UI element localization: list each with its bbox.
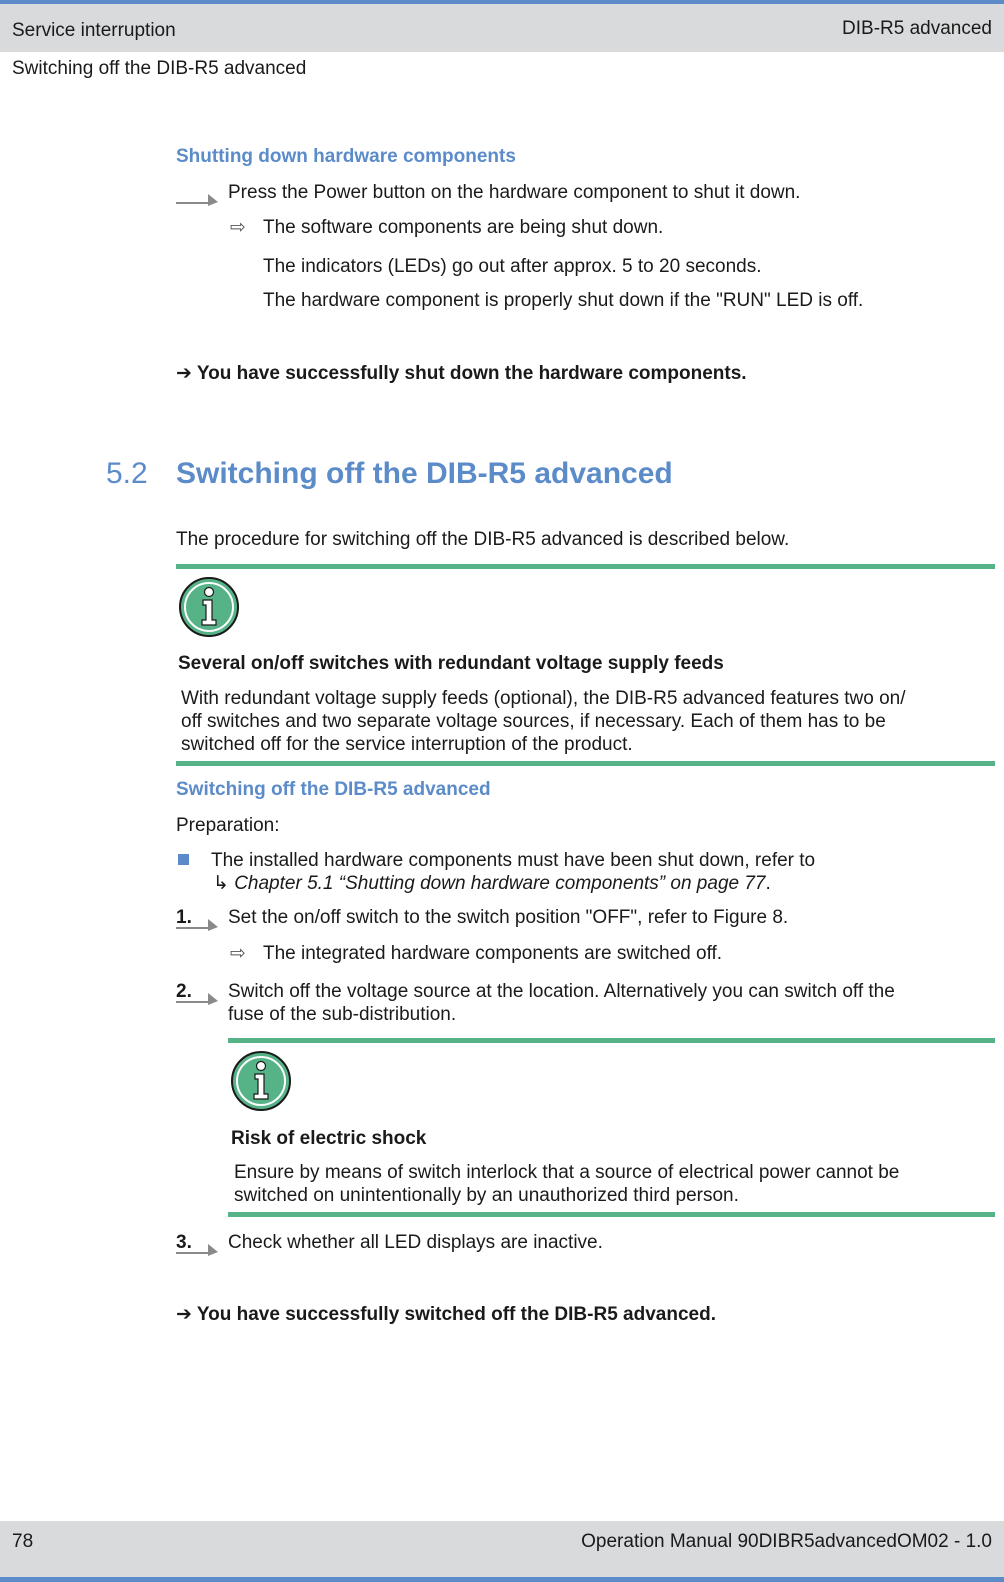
header-section-title: Switching off the DIB-R5 advanced: [12, 58, 307, 79]
warning-box-bottom-rule: [228, 1212, 995, 1217]
header-product: DIB-R5 advanced: [842, 18, 992, 39]
step-arrow-icon: [176, 1238, 220, 1256]
warning-box-line: switched on unintentionally by an unauthorized third person.: [234, 1185, 739, 1206]
shutdown-note-leds: The indicators (LEDs) go out after approx. 5 to 20 seconds.: [263, 256, 762, 277]
step-arrow-icon: [176, 913, 220, 931]
info-box-title: Several on/off switches with redundant voltage supply feeds: [178, 653, 724, 674]
bullet-square-icon: [178, 854, 189, 865]
info-box-line: With redundant voltage supply feeds (optional), the DIB-R5 advanced features two on/: [181, 688, 906, 709]
page-number: 78: [12, 1531, 34, 1552]
shutdown-step-text: Press the Power button on the hardware component to shut it down.: [228, 182, 801, 203]
shutdown-note-run-led: The hardware component is properly shut down if the "RUN" LED is off.: [263, 290, 864, 311]
info-box-top-rule: [176, 564, 995, 569]
header-chapter: Service interruption: [12, 20, 176, 41]
step1-number: 1.: [176, 907, 192, 928]
info-icon: [230, 1050, 292, 1112]
procedure-success: ➔ You have successfully switched off the DIB-R5 advanced.: [176, 1304, 716, 1325]
page-header: [0, 0, 1004, 52]
info-box-bottom-rule: [176, 761, 995, 766]
step3-number: 3.: [176, 1232, 192, 1253]
info-icon: [178, 576, 240, 638]
shutdown-heading: Shutting down hardware components: [176, 146, 516, 167]
shutdown-success: ➔ You have successfully shut down the hardware components.: [176, 363, 747, 384]
step3-text: Check whether all LED displays are inactive.: [228, 1232, 603, 1253]
section-number: 5.2: [106, 457, 148, 490]
result-arrow-icon: ⇨: [230, 217, 246, 238]
step2-text: fuse of the sub-distribution.: [228, 1004, 457, 1025]
step2-text: Switch off the voltage source at the location. Alternatively you can switch off the: [228, 981, 895, 1002]
info-box-line: off switches and two separate voltage sources, if necessary. Each of them has to be: [181, 711, 886, 732]
step1-text: Set the on/off switch to the switch position "OFF", refer to Figure 8.: [228, 907, 789, 928]
page-footer: [0, 1521, 1004, 1582]
warning-box-line: Ensure by means of switch interlock that a source of electrical power cannot be: [234, 1162, 900, 1183]
document-id: Operation Manual 90DIBR5advancedOM02 - 1.0: [581, 1531, 992, 1552]
result-arrow-icon: ⇨: [230, 943, 246, 964]
chapter-link-end: .: [765, 873, 771, 894]
warning-box-title: Risk of electric shock: [231, 1128, 427, 1149]
shutdown-result: The software components are being shut down.: [263, 217, 664, 238]
section-intro: The procedure for switching off the DIB-R5 advanced is described below.: [176, 529, 790, 550]
info-box-line: switched off for the service interruption of the product.: [181, 734, 633, 755]
preparation-label: Preparation:: [176, 815, 280, 836]
link-arrow-icon: ↳: [213, 873, 229, 894]
chapter-link-text[interactable]: Chapter 5.1 “Shutting down hardware components” on page 77: [234, 873, 766, 894]
step-arrow-icon: [176, 987, 220, 1005]
step1-result: The integrated hardware components are switched off.: [263, 943, 723, 964]
chapter-link[interactable]: [213, 872, 771, 895]
step2-number: 2.: [176, 981, 192, 1002]
step-arrow-icon: [176, 188, 220, 206]
procedure-heading: Switching off the DIB-R5 advanced: [176, 779, 491, 800]
prep-bullet-text: The installed hardware components must have been shut down, refer to: [211, 850, 816, 871]
warning-box-top-rule: [228, 1038, 995, 1043]
section-title: Switching off the DIB-R5 advanced: [176, 457, 673, 490]
